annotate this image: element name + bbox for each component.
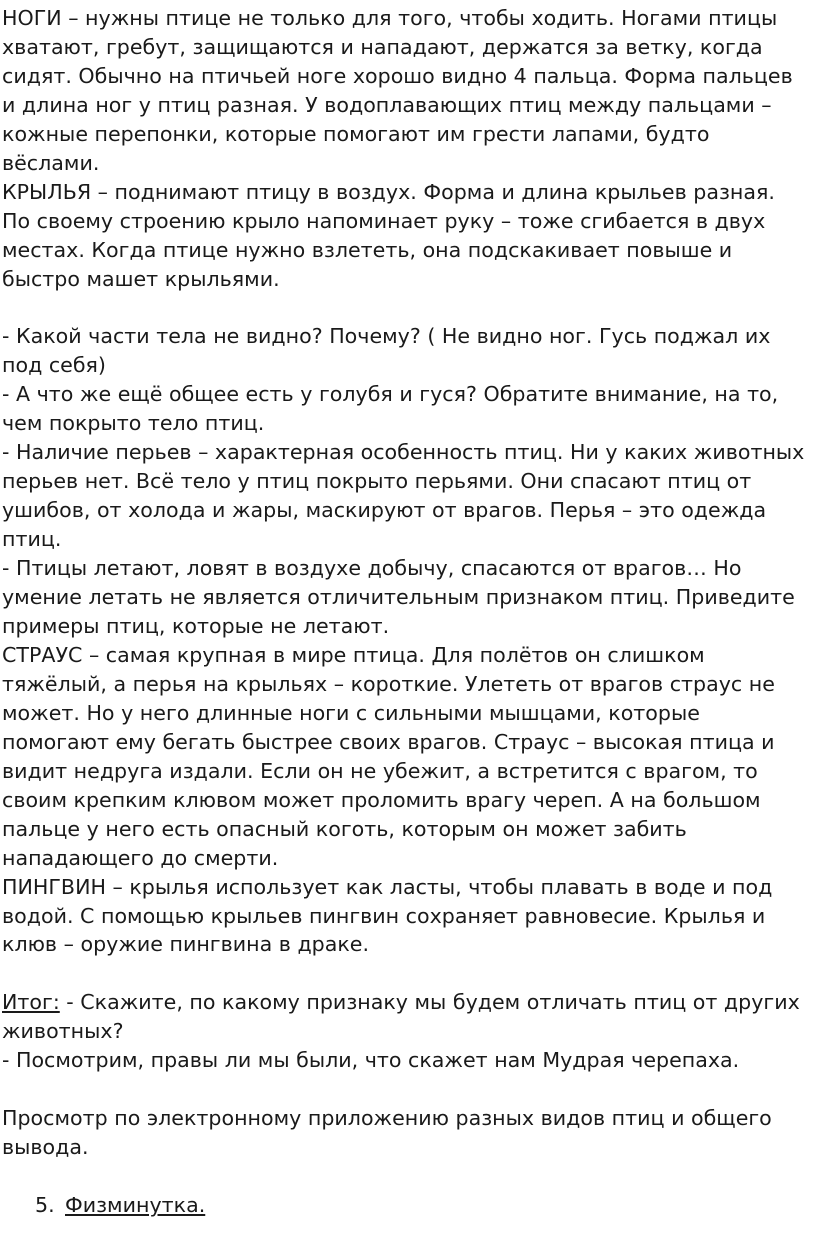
- list-number: 5.: [35, 1193, 55, 1218]
- flight-paragraph: - Птицы летают, ловят в воздухе добычу, спасаются от врагов… Но умение летать не является отличительным признаком птиц. Приведите примеры птиц, которые не летают.: [2, 556, 795, 638]
- blank-line: [2, 294, 808, 323]
- question-common-feature: - А что же ещё общее есть у голубя и гуся? Обратите внимание, на то, чем покрыто тело птиц.: [2, 382, 779, 436]
- summary-label: Итог:: [2, 990, 60, 1015]
- summary-text: - Скажите, по какому признаку мы будем отличать птиц от других животных?: [2, 990, 800, 1044]
- list-label: Физминутка.: [65, 1193, 206, 1218]
- feathers-paragraph: - Наличие перьев – характерная особенность птиц. Ни у каких животных перьев нет. Всё тело у птиц покрыто перьями. Они спасают птиц от ушибов, от холода и жары, маскируют от врагов. Перья – это одежда птиц.: [2, 440, 805, 552]
- ostrich-paragraph: СТРАУС – самая крупная в мире птица. Для полётов он слишком тяжёлый, а перья на крыльях – короткие. Улететь от врагов страус не может. Но у него длинные ноги с сильными мышцами, которые помогают ему бегать быстрее своих врагов. Страус – высокая птица и видит недруга издали. Если он не убежит, а встретится с врагом, то своим крепким клювом может проломить врагу череп. А на большом пальце у него есть опасный коготь, которым он может забить нападающего до смерти.: [2, 642, 775, 870]
- viewing-paragraph: Просмотр по электронному приложению разных видов птиц и общего вывода.: [2, 1106, 772, 1160]
- penguin-paragraph: ПИНГВИН – крылья использует как ласты, чтобы плавать в воде и под водой. С помощью крыльев пингвин сохраняет равновесие. Крылья и клюв – оружие пингвина в драке.: [2, 874, 773, 957]
- blank-line: [2, 1075, 808, 1104]
- blank-line: [2, 1162, 808, 1191]
- summary-line-2: - Посмотрим, правы ли мы были, что скажет нам Мудрая черепаха.: [2, 1048, 740, 1073]
- legs-paragraph: НОГИ – нужны птице не только для того, чтобы ходить. Ногами птицы хватают, гребут, защищаются и нападают, держатся за ветку, когда сидят. Обычно на птичьей ноге хорошо видно 4 пальца. Форма пальцев и длина ног у птиц разная. У водоплавающих птиц между пальцами – кожные перепонки, которые помогают им грести лапами, будто вёслами.: [2, 6, 793, 175]
- question-hidden-part: - Какой части тела не видно? Почему? ( Не видно ног. Гусь поджал их под себя): [2, 324, 771, 378]
- blank-line: [2, 959, 808, 988]
- summary-paragraph: [2, 988, 808, 1046]
- list-item-physical-break: [2, 1191, 808, 1220]
- wings-paragraph: КРЫЛЬЯ – поднимают птицу в воздух. Форма и длина крыльев разная. По своему строению крыло напоминает руку – тоже сгибается в двух местах. Когда птице нужно взлететь, она подскакивает повыше и быстро машет крыльями.: [2, 179, 775, 291]
